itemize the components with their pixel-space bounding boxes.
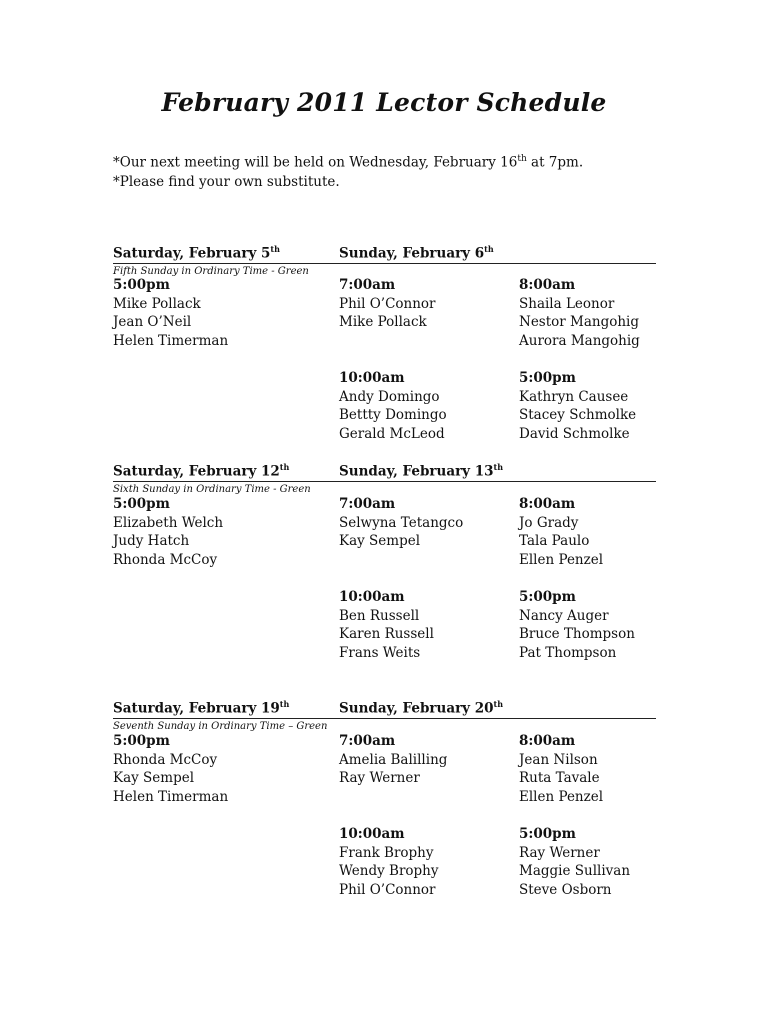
meeting-note (113, 150, 583, 173)
week-section (113, 699, 656, 734)
lector-name: Rhonda McCoy (113, 751, 218, 768)
lector-name: Aurora Mangohig (519, 332, 640, 349)
page-title: February 2011 Lector Schedule (161, 88, 607, 117)
lector-name: Jo Grady (519, 514, 579, 531)
mass-time: 10:00am (339, 589, 405, 605)
lector-name: Jean Nilson (519, 751, 598, 768)
mass-time: 10:00am (339, 370, 405, 386)
sunday-sup: th (493, 462, 504, 472)
sunday-5pm-mass (519, 588, 635, 662)
lector-name: Gerald McLeod (339, 425, 445, 442)
lector-name: Helen Timerman (113, 332, 229, 349)
lector-name: Ellen Penzel (519, 788, 604, 805)
sunday-sup: th (484, 244, 494, 254)
lector-name: Rhonda McCoy (113, 551, 218, 568)
mass-time: 5:00pm (519, 589, 576, 605)
lector-name: Mike Pollack (339, 314, 427, 331)
sunday-10am-mass (339, 825, 438, 899)
sunday-8am-mass (519, 276, 640, 350)
lector-name: Andy Domingo (339, 388, 440, 405)
mass-time: 5:00pm (113, 733, 170, 749)
liturgy-note: Seventh Sunday in Ordinary Time – Green (113, 721, 328, 732)
lector-name: Kay Sempel (113, 770, 195, 787)
sunday-10am-mass (339, 588, 434, 662)
mass-time: 7:00am (339, 733, 396, 749)
lector-name: Wendy Brophy (339, 863, 439, 880)
sunday-sup: th (493, 699, 504, 709)
saturday-sup: th (279, 462, 290, 472)
sunday-date: Sunday, February 20 (339, 700, 494, 717)
liturgy-note: Fifth Sunday in Ordinary Time - Green (113, 266, 309, 277)
sunday-5pm-mass (519, 369, 636, 443)
lector-name: Stacey Schmolke (519, 407, 637, 424)
lector-name: Mike Pollack (113, 295, 201, 312)
lector-name: Kathryn Causee (519, 388, 629, 405)
saturday-date: Saturday, February 19 (113, 700, 280, 717)
saturday-mass (113, 276, 228, 350)
sunday-heading (339, 462, 503, 480)
mass-time: 7:00am (339, 496, 396, 512)
sunday-5pm-mass (519, 825, 630, 899)
sunday-7am-mass (339, 732, 447, 788)
saturday-heading (113, 699, 289, 717)
sunday-10am-mass (339, 369, 447, 443)
meeting-note-sup: th (517, 154, 527, 164)
lector-name: Tala Paulo (519, 533, 590, 550)
lector-name: Steve Osborn (519, 881, 612, 898)
mass-time: 5:00pm (113, 277, 170, 293)
lector-name: Nancy Auger (519, 607, 609, 624)
sunday-8am-mass (519, 495, 603, 569)
notes (113, 150, 583, 192)
lector-name: Frans Weits (339, 644, 421, 661)
lector-name: Helen Timerman (113, 788, 229, 805)
lector-name: Pat Thompson (519, 644, 617, 661)
lector-name: Ray Werner (519, 844, 600, 861)
liturgy-note: Sixth Sunday in Ordinary Time - Green (113, 484, 311, 495)
saturday-sup: th (270, 244, 280, 254)
lector-name: Judy Hatch (113, 533, 190, 550)
sunday-8am-mass (519, 732, 603, 806)
lector-name: Ellen Penzel (519, 551, 604, 568)
lector-name: Ray Werner (339, 770, 420, 787)
lector-name: Amelia Balilling (339, 751, 448, 768)
week-header (113, 699, 656, 718)
lector-name: Kay Sempel (339, 533, 421, 550)
lector-name: David Schmolke (519, 425, 630, 442)
saturday-mass (113, 495, 223, 569)
sunday-7am-mass (339, 495, 463, 551)
lector-name: Shaila Leonor (519, 295, 615, 312)
lector-name: Elizabeth Welch (113, 514, 224, 531)
lector-name: Maggie Sullivan (519, 863, 631, 880)
week-header (113, 462, 656, 481)
saturday-date: Saturday, February 5 (113, 245, 271, 262)
mass-time: 10:00am (339, 826, 405, 842)
week-section (113, 462, 656, 497)
lector-name: Ruta Tavale (519, 770, 600, 787)
mass-time: 8:00am (519, 277, 576, 293)
sunday-heading (339, 244, 494, 262)
saturday-heading (113, 462, 289, 480)
lector-name: Selwyna Tetangco (339, 514, 464, 531)
meeting-note-text: *Our next meeting will be held on Wednesday, February 16 (113, 154, 518, 171)
lector-name: Ben Russell (339, 607, 420, 624)
lector-name: Frank Brophy (339, 844, 434, 861)
week-section (113, 244, 656, 279)
mass-time: 7:00am (339, 277, 396, 293)
lector-name: Bettty Domingo (339, 407, 447, 424)
mass-time: 8:00am (519, 496, 576, 512)
mass-time: 5:00pm (519, 826, 576, 842)
sunday-heading (339, 699, 503, 717)
substitute-note: *Please find your own substitute. (113, 173, 340, 190)
saturday-heading (113, 244, 280, 262)
lector-name: Bruce Thompson (519, 626, 635, 643)
week-header (113, 244, 656, 263)
sunday-date: Sunday, February 13 (339, 463, 494, 480)
lector-name: Nestor Mangohig (519, 314, 640, 331)
sunday-date: Sunday, February 6 (339, 245, 485, 262)
saturday-date: Saturday, February 12 (113, 463, 280, 480)
lector-name: Karen Russell (339, 626, 434, 643)
mass-time: 5:00pm (519, 370, 576, 386)
saturday-mass (113, 732, 228, 806)
mass-time: 8:00am (519, 733, 576, 749)
mass-time: 5:00pm (113, 496, 170, 512)
sunday-7am-mass (339, 276, 436, 332)
lector-name: Phil O’Connor (339, 295, 436, 312)
lector-name: Phil O’Connor (339, 881, 436, 898)
lector-name: Jean O’Neil (113, 314, 192, 331)
saturday-sup: th (279, 699, 290, 709)
meeting-note-end: at 7pm. (526, 154, 584, 171)
